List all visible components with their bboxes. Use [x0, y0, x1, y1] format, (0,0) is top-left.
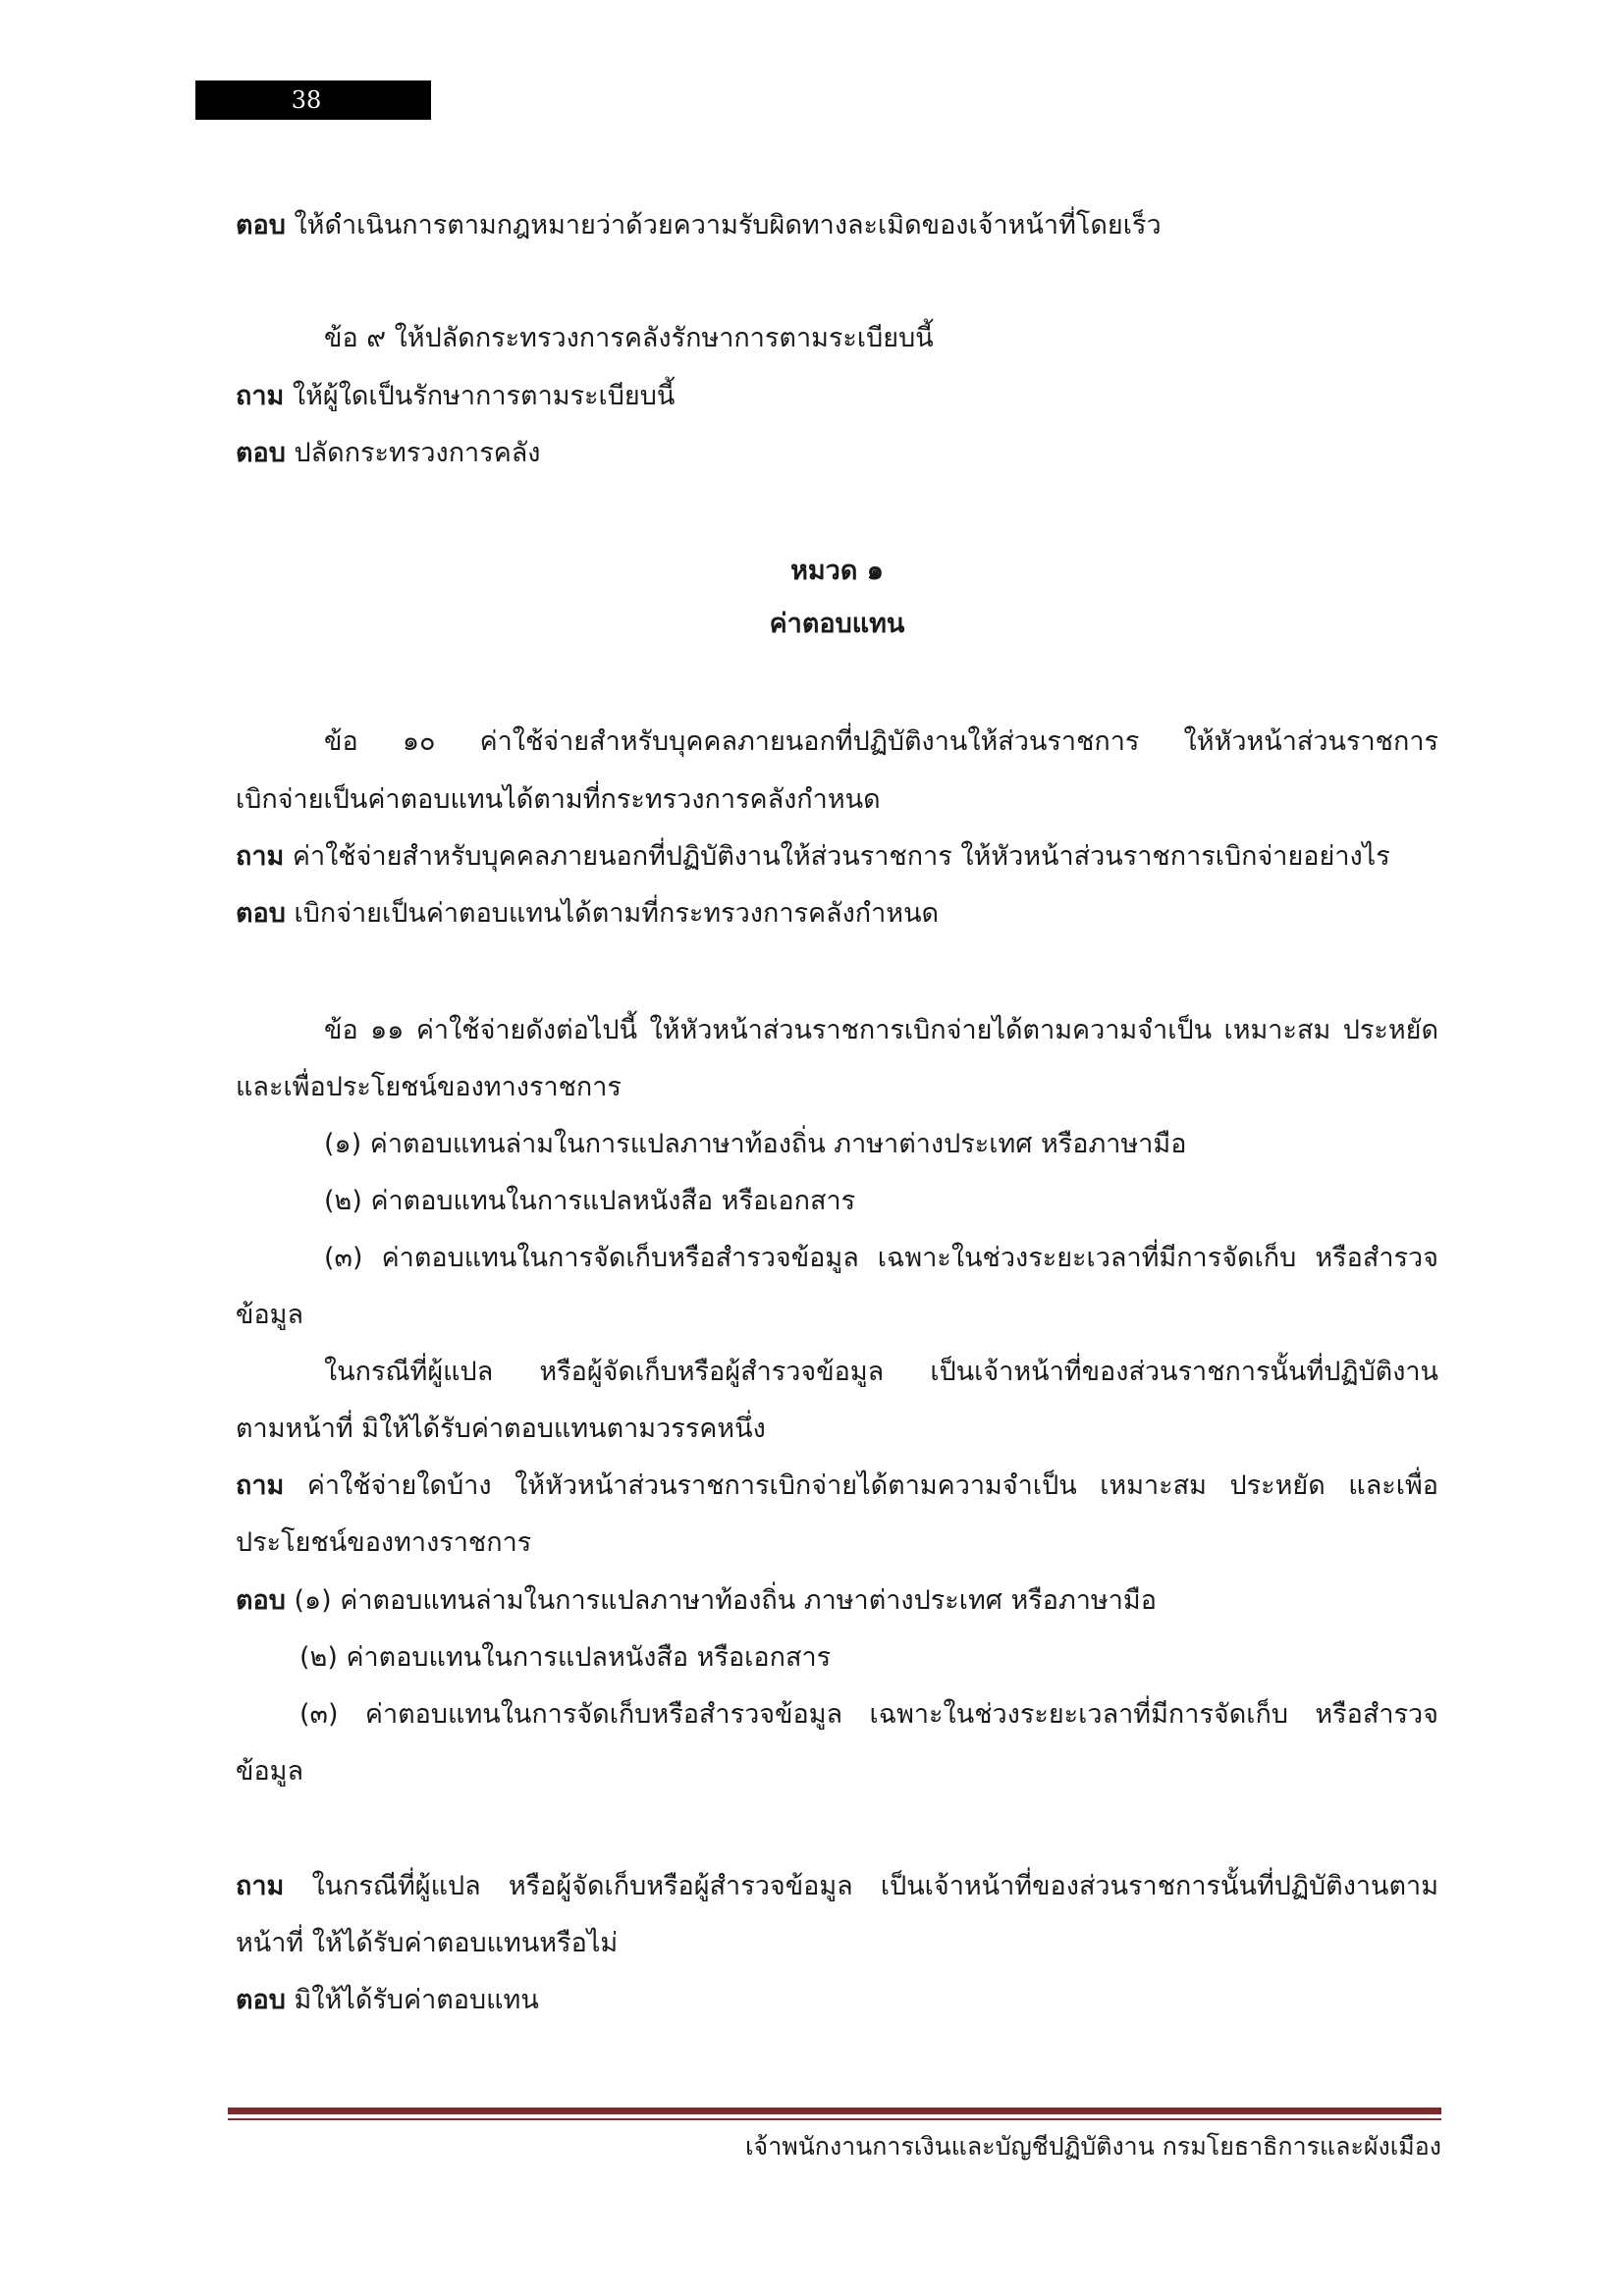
footer-rule	[228, 2108, 1441, 2114]
question-label: ถาม	[236, 1470, 285, 1501]
answer-item-3-line-1: (๓) ค่าตอบแทนในการจัดเก็บหรือสำรวจข้อมูล เฉพาะในช่วงระยะเวลาที่มีการจัดเก็บ หรือสำรวจ	[299, 1699, 1438, 1730]
clause-10-line-2: เบิกจ่ายเป็นค่าตอบแทนได้ตามที่กระทรวงการคลังกำหนด	[236, 784, 881, 815]
page-number-bar	[195, 80, 431, 120]
answer-text: (๑) ค่าตอบแทนล่ามในการแปลภาษาท้องถิ่น ภาษาต่างประเทศ หรือภาษามือ	[285, 1585, 1157, 1616]
answer-text: เบิกจ่ายเป็นค่าตอบแทนได้ตามที่กระทรวงการคลังกำหนด	[285, 898, 940, 929]
answer-text: ปลัดกระทรวงการคลัง	[285, 438, 541, 468]
footer-rule-thin	[228, 2118, 1441, 2120]
chapter-number: หมวด ๑	[790, 556, 884, 586]
question-line-2: หน้าที่ ให้ได้รับค่าตอบแทนหรือไม่	[236, 1928, 619, 1958]
clause-10-line-1: ข้อ ๑๐ ค่าใช้จ่ายสำหรับบุคคลภายนอกที่ปฏิบัติงานให้ส่วนราชการ ให้หัวหน้าส่วนราชการ	[324, 726, 1438, 757]
clause-11-item-1: (๑) ค่าตอบแทนล่ามในการแปลภาษาท้องถิ่น ภาษาต่างประเทศ หรือภาษามือ	[324, 1129, 1187, 1159]
question-text: ค่าใช้จ่ายสำหรับบุคคลภายนอกที่ปฏิบัติงานให้ส่วนราชการ ให้หัวหน้าส่วนราชการเบิกจ่ายอย่างไร	[284, 841, 1390, 872]
footer-text: เจ้าพนักงานการเงินและบัญชีปฏิบัติงาน กรมโยธาธิการและผังเมือง	[745, 2132, 1441, 2161]
answer-label: ตอบ	[236, 1585, 286, 1616]
answer-line	[236, 208, 1438, 243]
question-label: ถาม	[236, 381, 285, 411]
page-number: 38	[291, 86, 322, 114]
question-text: ค่าใช้จ่ายใดบ้าง ให้หัวหน้าส่วนราชการเบิกจ่ายได้ตามความจำเป็น เหมาะสม ประหยัด และเพื่อ	[284, 1470, 1438, 1501]
question-text: ให้ผู้ใดเป็นรักษาการตามระเบียบนี้	[284, 381, 676, 411]
question-label: ถาม	[236, 1871, 285, 1901]
answer-label: ตอบ	[236, 1985, 286, 2015]
clause-9-text: ข้อ ๙ ให้ปลัดกระทรวงการคลังรักษาการตามระเบียบนี้	[324, 323, 934, 353]
question-line-2: ประโยชน์ของทางราชการ	[236, 1527, 532, 1558]
answer-item-3-line-2: ข้อมูล	[236, 1756, 304, 1787]
answer-item-2: (๒) ค่าตอบแทนในการแปลหนังสือ หรือเอกสาร	[299, 1642, 832, 1673]
question-text: ในกรณีที่ผู้แปล หรือผู้จัดเก็บหรือผู้สำรวจข้อมูล เป็นเจ้าหน้าที่ของส่วนราชการนั้นที่ปฏิบัติงานตาม	[284, 1871, 1438, 1901]
question-line	[236, 379, 1438, 414]
clause-11-item-3-line-2: ข้อมูล	[236, 1300, 304, 1330]
answer-label: ตอบ	[236, 438, 286, 468]
answer-line	[236, 1983, 1438, 2018]
answer-text: ให้ดำเนินการตามกฎหมายว่าด้วยความรับผิดทางละเมิดของเจ้าหน้าที่โดยเร็ว	[285, 210, 1162, 240]
answer-line	[236, 1583, 1438, 1619]
clause-11-line-2: และเพื่อประโยชน์ของทางราชการ	[236, 1072, 622, 1102]
clause-11-paragraph-line-1: ในกรณีที่ผู้แปล หรือผู้จัดเก็บหรือผู้สำรวจข้อมูล เป็นเจ้าหน้าที่ของส่วนราชการนั้นที่ปฏิบัติงาน	[324, 1357, 1438, 1387]
answer-label: ตอบ	[236, 898, 286, 929]
clause-11-item-3-line-1: (๓) ค่าตอบแทนในการจัดเก็บหรือสำรวจข้อมูล เฉพาะในช่วงระยะเวลาที่มีการจัดเก็บ หรือสำรวจ	[324, 1243, 1438, 1273]
clause-11-paragraph-line-2: ตามหน้าที่ มิให้ได้รับค่าตอบแทนตามวรรคหนึ่ง	[236, 1414, 766, 1444]
question-line	[236, 1869, 1438, 1904]
answer-line	[236, 436, 1438, 471]
chapter-title: ค่าตอบแทน	[769, 609, 905, 639]
answer-text: มิให้ได้รับค่าตอบแทน	[285, 1985, 539, 2015]
question-label: ถาม	[236, 841, 285, 872]
answer-line	[236, 896, 1438, 932]
clause-11-line-1: ข้อ ๑๑ ค่าใช้จ่ายดังต่อไปนี้ ให้หัวหน้าส่วนราชการเบิกจ่ายได้ตามความจำเป็น เหมาะสม ประหยัด	[324, 1015, 1438, 1045]
question-line	[236, 839, 1438, 875]
clause-11-item-2: (๒) ค่าตอบแทนในการแปลหนังสือ หรือเอกสาร	[324, 1186, 856, 1216]
answer-label: ตอบ	[236, 210, 286, 240]
question-line	[236, 1468, 1438, 1504]
